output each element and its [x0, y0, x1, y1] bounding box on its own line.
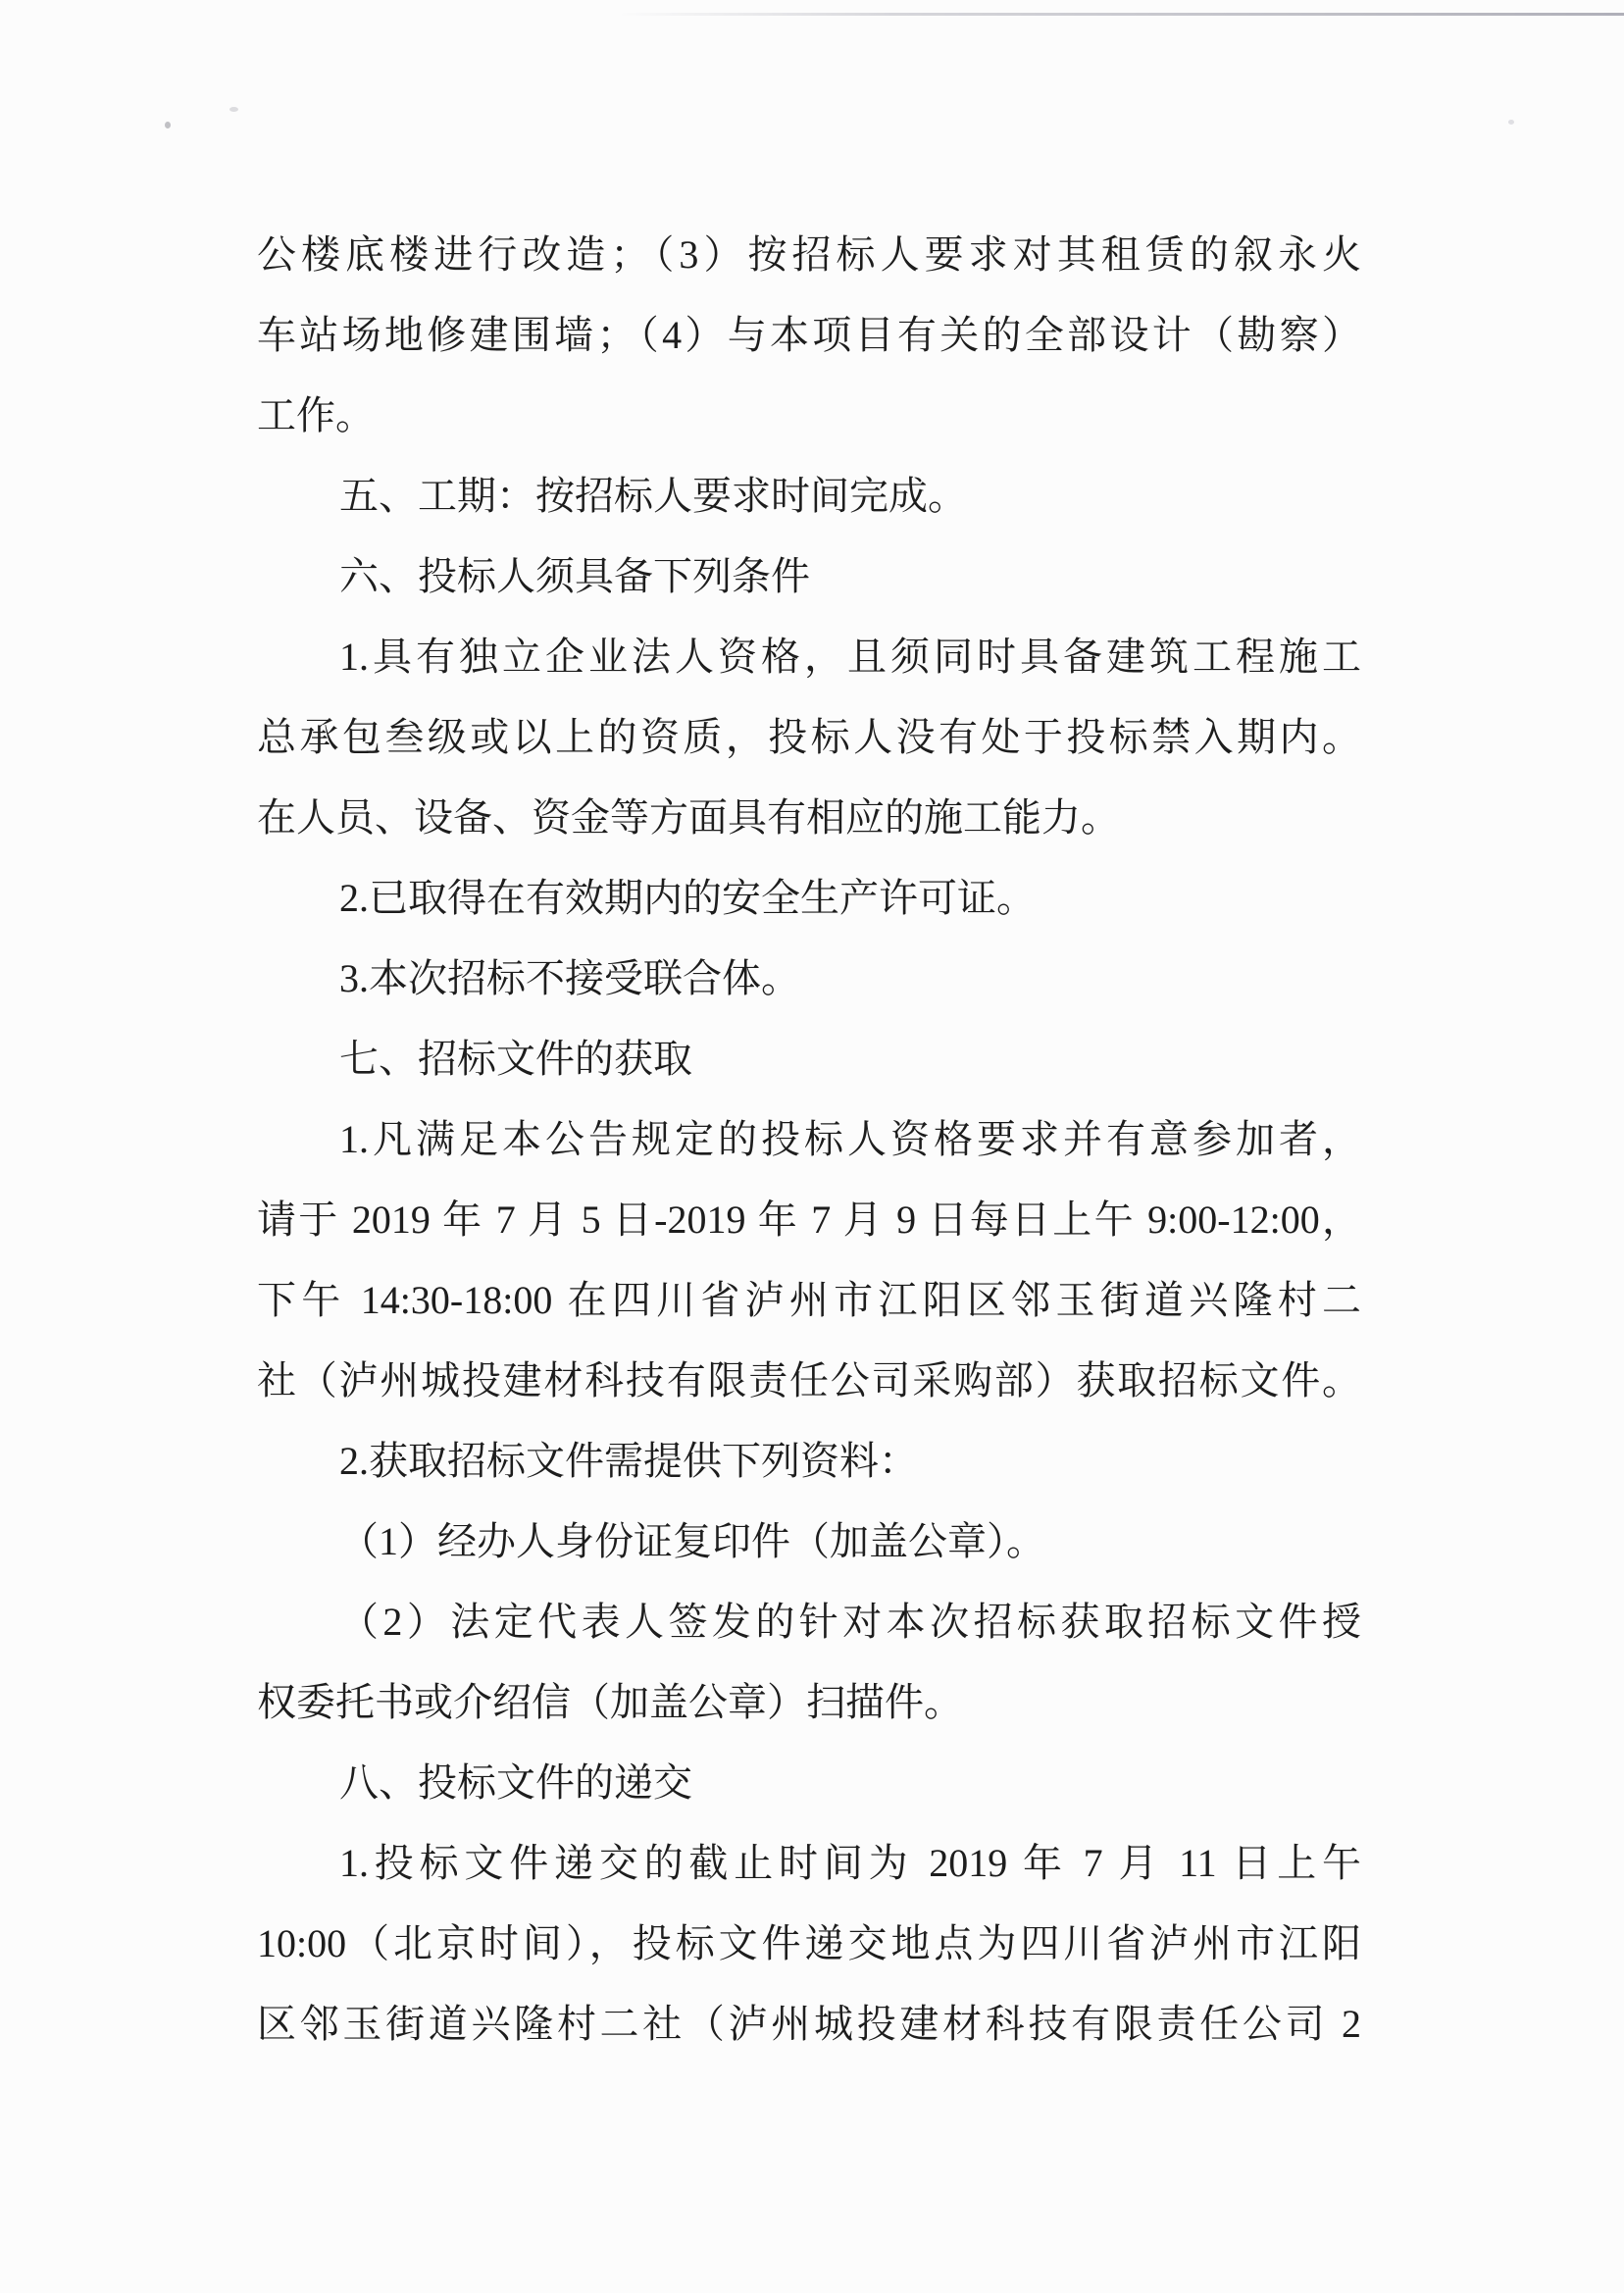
scan-speck: [1508, 120, 1514, 125]
text-line: 1.投标文件递交的截止时间为 2019 年 7 月 11 日上午: [339, 1841, 1361, 1885]
scan-speck: [229, 107, 238, 112]
text-line: 请于 2019 年 7 月 5 日-2019 年 7 月 9 日每日上午 9:00-12:00，: [257, 1197, 1361, 1242]
text-line: 3.本次招标不接受联合体。: [339, 956, 800, 1000]
text-line: 社（泸州城投建材科技有限责任公司采购部）获取招标文件。: [257, 1358, 1361, 1402]
text-line: 2.获取招标文件需提供下列资料：: [339, 1439, 918, 1483]
scan-artifact-line: [0, 13, 1624, 16]
text-line: 1.凡满足本公告规定的投标人资格要求并有意参加者，: [339, 1117, 1361, 1161]
text-line: 总承包叁级或以上的资质，投标人没有处于投标禁入期内。: [257, 715, 1361, 759]
text-line-section-8: 八、投标文件的递交: [339, 1760, 692, 1805]
text-line: （1）经办人身份证复印件（加盖公章）。: [339, 1519, 1045, 1563]
text-line: 区邻玉街道兴隆村二社（泸州城投建材科技有限责任公司 2: [257, 2002, 1361, 2046]
text-line: 权委托书或介绍信（加盖公章）扫描件。: [257, 1680, 963, 1724]
text-line: 公楼底楼进行改造；（3）按招标人要求对其租赁的叙永火: [257, 232, 1361, 277]
text-line: 10:00（北京时间），投标文件递交地点为四川省泸州市江阳: [257, 1921, 1361, 1965]
text-line: （2）法定代表人签发的针对本次招标获取招标文件授: [339, 1600, 1361, 1644]
text-line: 在人员、设备、资金等方面具有相应的施工能力。: [257, 795, 1120, 840]
text-line: 下午 14:30-18:00 在四川省泸州市江阳区邻玉街道兴隆村二: [257, 1278, 1361, 1322]
text-line-section-6: 六、投标人须具备下列条件: [339, 554, 810, 598]
text-line-section-5: 五、工期：按招标人要求时间完成。: [339, 474, 967, 518]
scan-speck: [165, 122, 171, 128]
text-line: 车站场地修建围墙；（4）与本项目有关的全部设计（勘察）: [257, 313, 1361, 357]
document-body: [257, 215, 1361, 2064]
text-line: 1.具有独立企业法人资格，且须同时具备建筑工程施工: [339, 635, 1361, 679]
text-line-section-7: 七、招标文件的获取: [339, 1037, 692, 1081]
text-line: 工作。: [257, 393, 375, 437]
text-line: 2.已取得在有效期内的安全生产许可证。: [339, 876, 1036, 920]
